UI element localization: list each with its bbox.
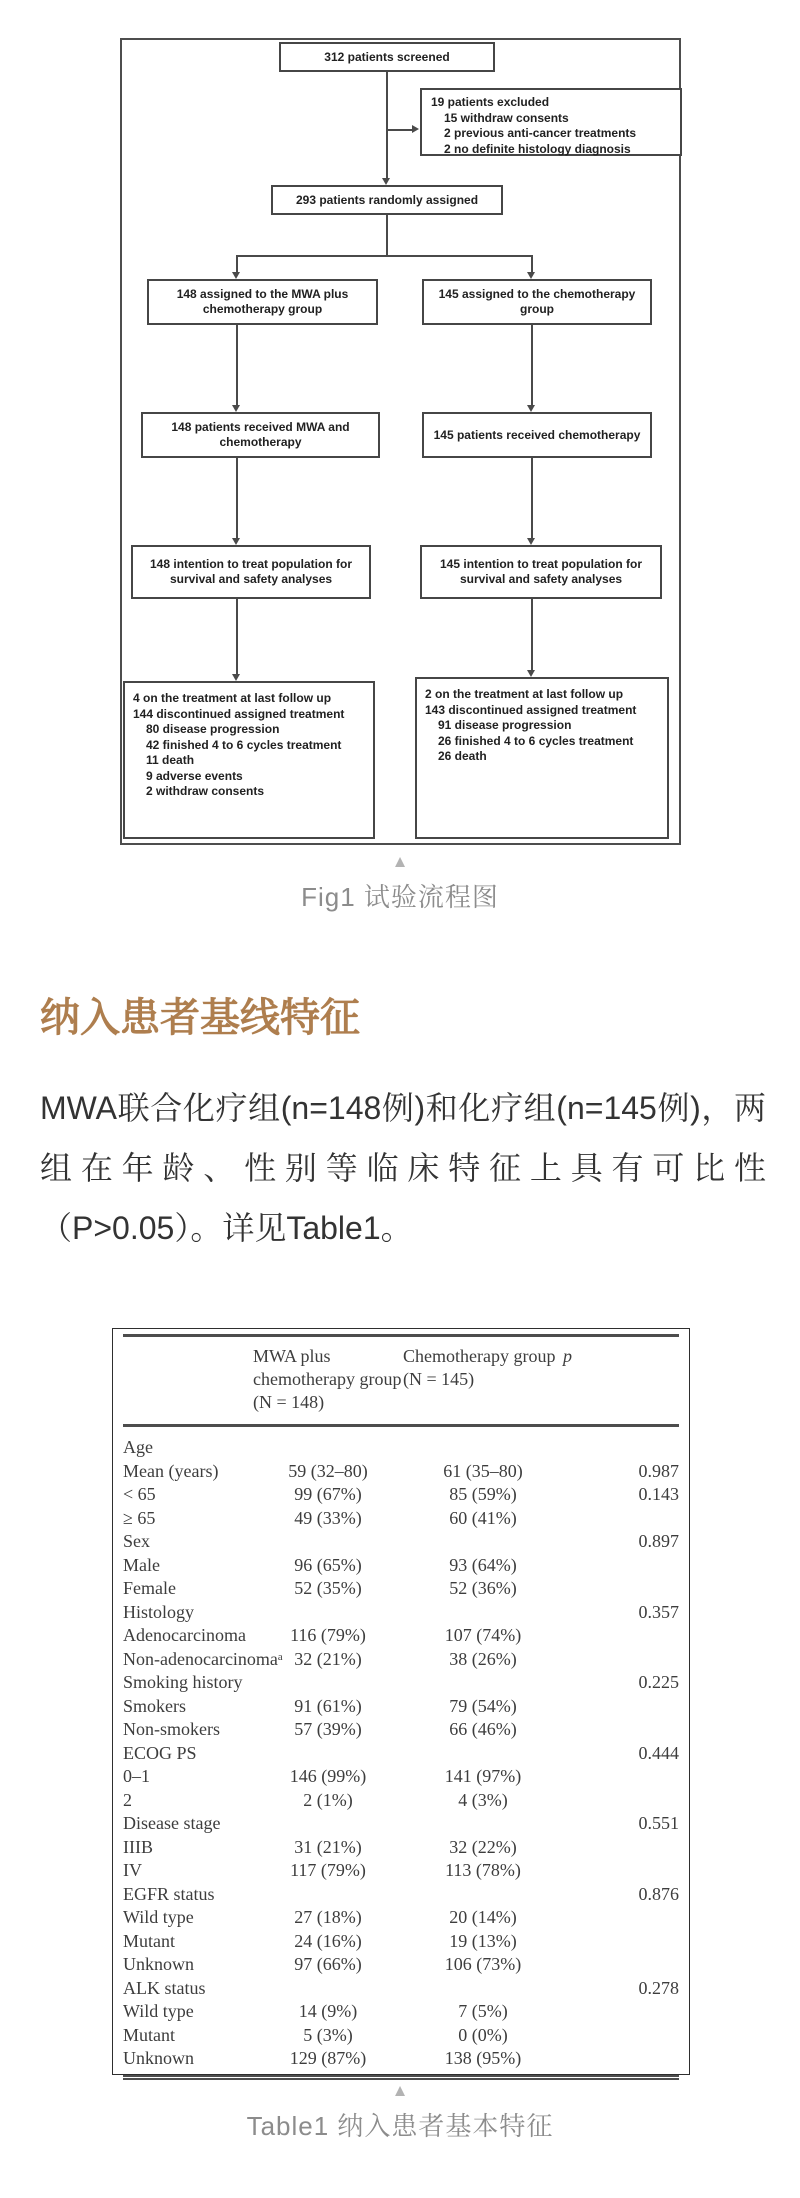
- outcome-line: 26 finished 4 to 6 cycles treatment: [438, 733, 634, 748]
- cell-chemo-value: 52 (36%): [449, 1578, 517, 1598]
- connector-line: [386, 215, 388, 255]
- cell-characteristic: 0–1: [123, 1766, 150, 1786]
- cell-chemo-value: [403, 1530, 563, 1554]
- collapse-triangle-icon: ▲: [391, 2081, 409, 2100]
- cell-characteristic: Wild type: [123, 2001, 194, 2021]
- section-paragraph: MWA联合化疗组(n=148例)和化疗组(n=145例)，两组在年龄、性别等临床特征上具有可比性（P>0.05）。详见Table1。: [40, 1090, 766, 1246]
- outcome-line: 9 adverse events: [146, 768, 243, 783]
- cell-characteristic: Histology: [123, 1601, 195, 1622]
- cell-mwa-value: [253, 1742, 403, 1766]
- cell-characteristic: Male: [123, 1554, 160, 1575]
- cell-mwa-value: 5 (3%): [303, 2024, 353, 2045]
- cell-characteristic: Mutant: [123, 1930, 175, 1951]
- cell-mwa-value: 117 (79%): [290, 1860, 366, 1880]
- cell-chemo-value: 7 (5%): [458, 2001, 508, 2021]
- cell-characteristic: IIIB: [123, 1836, 153, 1857]
- table-row: [123, 1883, 679, 1907]
- cell-mwa-value: [253, 1977, 403, 2001]
- figure1-caption-block: [0, 853, 800, 913]
- cell-p-value: [563, 1836, 679, 1860]
- flow-box-arm-a-outcome: [123, 681, 375, 839]
- header-mwa-group: MWA plus chemotherapy group (N = 148): [253, 1336, 403, 1426]
- cell-chemo-value: 66 (46%): [449, 1719, 517, 1739]
- cell-mwa-value: 52 (35%): [294, 1578, 362, 1598]
- cell-characteristic: Adenocarcinoma: [123, 1625, 246, 1645]
- cell-p-value: [563, 1426, 679, 1460]
- cell-chemo-value: [403, 1426, 563, 1460]
- cell-p-value: 0.876: [638, 1883, 679, 1904]
- arrow-right-icon: [412, 125, 419, 133]
- cell-characteristic: Mutant: [123, 2024, 175, 2045]
- cell-p-value: [563, 1906, 679, 1930]
- cell-mwa-value: 129 (87%): [253, 2047, 403, 2077]
- connector-line: [531, 599, 533, 670]
- cell-p-value: [563, 1953, 679, 1977]
- cell-mwa-value: [253, 1601, 403, 1625]
- consort-flowchart-figure[interactable]: [120, 38, 681, 845]
- outcome-line: 2 withdraw consents: [146, 784, 265, 798]
- outcome-line: 11 death: [146, 753, 195, 767]
- cell-p-value: [563, 1789, 679, 1813]
- cell-mwa-value: 27 (18%): [294, 1907, 362, 1927]
- cell-characteristic: Unknown: [123, 1954, 194, 1974]
- arrow-down-icon: [232, 405, 240, 412]
- connector-line: [236, 255, 238, 272]
- cell-chemo-value: 32 (22%): [449, 1836, 517, 1857]
- table-row: [123, 1930, 679, 1954]
- cell-p-value: 0.551: [638, 1813, 679, 1833]
- cell-mwa-value: 91 (61%): [294, 1695, 362, 1716]
- connector-line: [236, 255, 533, 257]
- outcome-line: 80 disease progression: [146, 722, 280, 736]
- cell-characteristic: Sex: [123, 1531, 150, 1551]
- cell-mwa-value: [253, 1812, 403, 1836]
- flow-box-arm-b-itt: [420, 545, 662, 599]
- cell-chemo-value: 61 (35–80): [443, 1460, 523, 1481]
- cell-chemo-value: [403, 1601, 563, 1625]
- cell-mwa-value: [253, 1883, 403, 1907]
- flow-box-arm-a-assigned: [147, 279, 378, 325]
- cell-chemo-value: 138 (95%): [403, 2047, 563, 2077]
- cell-p-value: [563, 1695, 679, 1719]
- cell-p-value: [563, 1859, 679, 1883]
- outcome-line: 26 death: [438, 749, 487, 763]
- cell-mwa-value: 14 (9%): [298, 2001, 358, 2021]
- table-row: [123, 1554, 679, 1578]
- cell-characteristic: Non-adenocarcinomaᵃ: [123, 1648, 283, 1669]
- connector-line: [386, 72, 388, 178]
- cell-mwa-value: [253, 1426, 403, 1460]
- cell-p-value: 0.278: [638, 1977, 679, 1998]
- table-row: [123, 1460, 679, 1484]
- cell-chemo-value: 113 (78%): [445, 1860, 521, 1880]
- cell-chemo-value: 85 (59%): [449, 1484, 517, 1504]
- outcome-line: 2 on the treatment at last follow up: [425, 687, 624, 701]
- connector-line: [531, 255, 533, 272]
- cell-characteristic: 2: [123, 1789, 132, 1810]
- cell-mwa-value: 31 (21%): [294, 1836, 362, 1857]
- table-row: [123, 1507, 679, 1531]
- cell-mwa-value: 2 (1%): [303, 1789, 353, 1810]
- cell-chemo-value: 93 (64%): [449, 1554, 517, 1575]
- cell-characteristic: EGFR status: [123, 1883, 215, 1904]
- flow-box-arm-b-received: [422, 412, 652, 458]
- table-row: [123, 2024, 679, 2048]
- flow-box-arm-b-assigned: [422, 279, 652, 325]
- collapse-triangle-icon: ▲: [391, 852, 409, 871]
- cell-chemo-value: 106 (73%): [444, 1954, 522, 1974]
- cell-mwa-value: 32 (21%): [294, 1648, 362, 1669]
- cell-chemo-value: [403, 1671, 563, 1695]
- cell-p-value: 0.897: [638, 1531, 679, 1551]
- cell-characteristic: IV: [123, 1860, 142, 1880]
- cell-mwa-value: [253, 1530, 403, 1554]
- table-row: [123, 1577, 679, 1601]
- cell-chemo-value: 107 (74%): [444, 1625, 522, 1645]
- flow-box-arm-a-received-text: 148 patients received MWA and chemotherapy: [171, 420, 350, 449]
- arrow-down-icon: [382, 178, 390, 185]
- cell-p-value: [563, 1624, 679, 1648]
- cell-p-value: [563, 2047, 679, 2077]
- section-heading: 纳入患者基线特征: [40, 995, 360, 1040]
- excluded-line: 2 no definite histology diagnosis: [444, 141, 631, 156]
- arrow-down-icon: [232, 674, 240, 681]
- table-row: [123, 1483, 679, 1507]
- flow-box-randomized-text: 293 patients randomly assigned: [295, 192, 479, 207]
- flow-box-arm-b-received-text: 145 patients received chemotherapy: [433, 427, 641, 442]
- table-row: [123, 1953, 679, 1977]
- outcome-line: 42 finished 4 to 6 cycles treatment: [146, 737, 342, 752]
- cell-characteristic: Female: [123, 1578, 176, 1598]
- cell-p-value: 0.444: [638, 1742, 679, 1763]
- outcome-line: 144 discontinued assigned treatment: [133, 706, 345, 721]
- cell-p-value: 0.987: [638, 1460, 679, 1481]
- table1-body: [123, 1426, 679, 2078]
- table-row: [123, 2047, 679, 2077]
- connector-line: [236, 599, 238, 674]
- table-row: [123, 1836, 679, 1860]
- cell-chemo-value: 79 (54%): [449, 1695, 517, 1716]
- cell-chemo-value: 0 (0%): [458, 2024, 508, 2045]
- cell-chemo-value: 4 (3%): [458, 1789, 508, 1810]
- excluded-line: 19 patients excluded: [431, 95, 550, 109]
- cell-characteristic: Smoking history: [123, 1672, 243, 1692]
- table-row: [123, 1765, 679, 1789]
- cell-mwa-value: 59 (32–80): [288, 1460, 368, 1481]
- cell-chemo-value: 141 (97%): [444, 1766, 522, 1786]
- flow-box-arm-a-itt-text: 148 intention to treat population for survival and safety analyses: [150, 557, 352, 586]
- cell-p-value: [563, 1577, 679, 1601]
- table-row: [123, 1601, 679, 1625]
- table-row: [123, 1426, 679, 1460]
- cell-mwa-value: 116 (79%): [290, 1625, 366, 1645]
- cell-characteristic: Smokers: [123, 1695, 186, 1716]
- cell-chemo-value: 19 (13%): [449, 1930, 517, 1951]
- cell-p-value: [563, 1718, 679, 1742]
- excluded-line: 15 withdraw consents: [444, 110, 569, 125]
- connector-line: [236, 325, 238, 405]
- cell-mwa-value: 96 (65%): [294, 1554, 362, 1575]
- connector-line: [531, 458, 533, 538]
- cell-characteristic: < 65: [123, 1484, 156, 1504]
- flow-box-arm-b-itt-text: 145 intention to treat population for survival and safety analyses: [440, 557, 642, 586]
- table-row: [123, 1648, 679, 1672]
- cell-p-value: [563, 1930, 679, 1954]
- cell-characteristic: ALK status: [123, 1977, 206, 1998]
- flow-box-arm-a-received: [141, 412, 380, 458]
- flow-box-arm-a-assigned-text: 148 assigned to the MWA plus chemotherapy group: [176, 287, 349, 316]
- flow-box-randomized: [271, 185, 503, 215]
- cell-p-value: [563, 1507, 679, 1531]
- table-row: [123, 1789, 679, 1813]
- table-row: [123, 1812, 679, 1836]
- baseline-table-figure[interactable]: [112, 1328, 690, 2075]
- cell-p-value: [563, 1765, 679, 1789]
- cell-chemo-value: 20 (14%): [449, 1907, 517, 1927]
- figure1-caption: Fig1 试验流程图: [301, 882, 499, 912]
- cell-mwa-value: 146 (99%): [289, 1766, 367, 1786]
- cell-p-value: 0.225: [638, 1672, 679, 1692]
- table-row: [123, 1695, 679, 1719]
- table-row: [123, 1859, 679, 1883]
- cell-p-value: [563, 2024, 679, 2048]
- arrow-down-icon: [527, 272, 535, 279]
- cell-p-value: 0.143: [638, 1484, 679, 1504]
- header-chemo-group: Chemotherapy group (N = 145): [403, 1336, 563, 1426]
- cell-characteristic: ECOG PS: [123, 1742, 197, 1763]
- cell-chemo-value: 38 (26%): [449, 1648, 517, 1669]
- cell-p-value: [563, 1648, 679, 1672]
- cell-characteristic: Disease stage: [123, 1813, 221, 1833]
- flow-box-screened-text: 312 patients screened: [324, 49, 450, 64]
- cell-characteristic: ≥ 65: [123, 1507, 156, 1528]
- header-characteristic: [123, 1336, 253, 1426]
- cell-mwa-value: 97 (66%): [294, 1954, 362, 1974]
- table1-caption: Table1 纳入患者基本特征: [246, 2111, 554, 2141]
- cell-p-value: 0.357: [638, 1601, 679, 1622]
- flow-box-arm-b-outcome: [415, 677, 669, 839]
- outcome-line: 91 disease progression: [438, 718, 572, 732]
- cell-mwa-value: 49 (33%): [294, 1507, 362, 1528]
- baseline-characteristics-table: [123, 1334, 679, 2080]
- cell-mwa-value: [253, 1671, 403, 1695]
- arrow-down-icon: [527, 405, 535, 412]
- table-row: [123, 1742, 679, 1766]
- cell-characteristic: Age: [123, 1437, 153, 1457]
- cell-chemo-value: 60 (41%): [449, 1507, 517, 1528]
- cell-mwa-value: 24 (16%): [294, 1930, 362, 1951]
- cell-chemo-value: [403, 1812, 563, 1836]
- table-row: [123, 1977, 679, 2001]
- arrow-down-icon: [232, 272, 240, 279]
- cell-p-value: [563, 2000, 679, 2024]
- header-p-value: p: [563, 1336, 679, 1426]
- connector-line: [531, 325, 533, 405]
- cell-characteristic: Mean (years): [123, 1460, 219, 1481]
- cell-characteristic: Non-smokers: [123, 1719, 220, 1739]
- table-row: [123, 1624, 679, 1648]
- flow-box-excluded: [420, 88, 682, 156]
- cell-characteristic: Unknown: [123, 2047, 253, 2077]
- table-row: [123, 1530, 679, 1554]
- cell-chemo-value: [403, 1742, 563, 1766]
- table-row: [123, 1671, 679, 1695]
- cell-chemo-value: [403, 1883, 563, 1907]
- table-row: [123, 2000, 679, 2024]
- cell-characteristic: Wild type: [123, 1907, 194, 1927]
- excluded-line: 2 previous anti-cancer treatments: [444, 126, 637, 140]
- arrow-down-icon: [232, 538, 240, 545]
- table-row: [123, 1718, 679, 1742]
- table-row: [123, 1906, 679, 1930]
- table-header-row: [123, 1336, 679, 1426]
- outcome-line: 143 discontinued assigned treatment: [425, 702, 637, 717]
- outcome-line: 4 on the treatment at last follow up: [133, 691, 332, 705]
- cell-chemo-value: [403, 1977, 563, 2001]
- flow-box-screened: [279, 42, 495, 72]
- flow-box-arm-a-itt: [131, 545, 371, 599]
- table1-caption-block: [0, 2082, 800, 2142]
- cell-mwa-value: 57 (39%): [294, 1719, 362, 1739]
- arrow-down-icon: [527, 670, 535, 677]
- arrow-down-icon: [527, 538, 535, 545]
- connector-line: [236, 458, 238, 538]
- connector-line: [386, 129, 412, 131]
- cell-p-value: [563, 1554, 679, 1578]
- cell-mwa-value: 99 (67%): [294, 1484, 362, 1504]
- flow-box-arm-b-assigned-text: 145 assigned to the chemotherapy group: [438, 287, 636, 316]
